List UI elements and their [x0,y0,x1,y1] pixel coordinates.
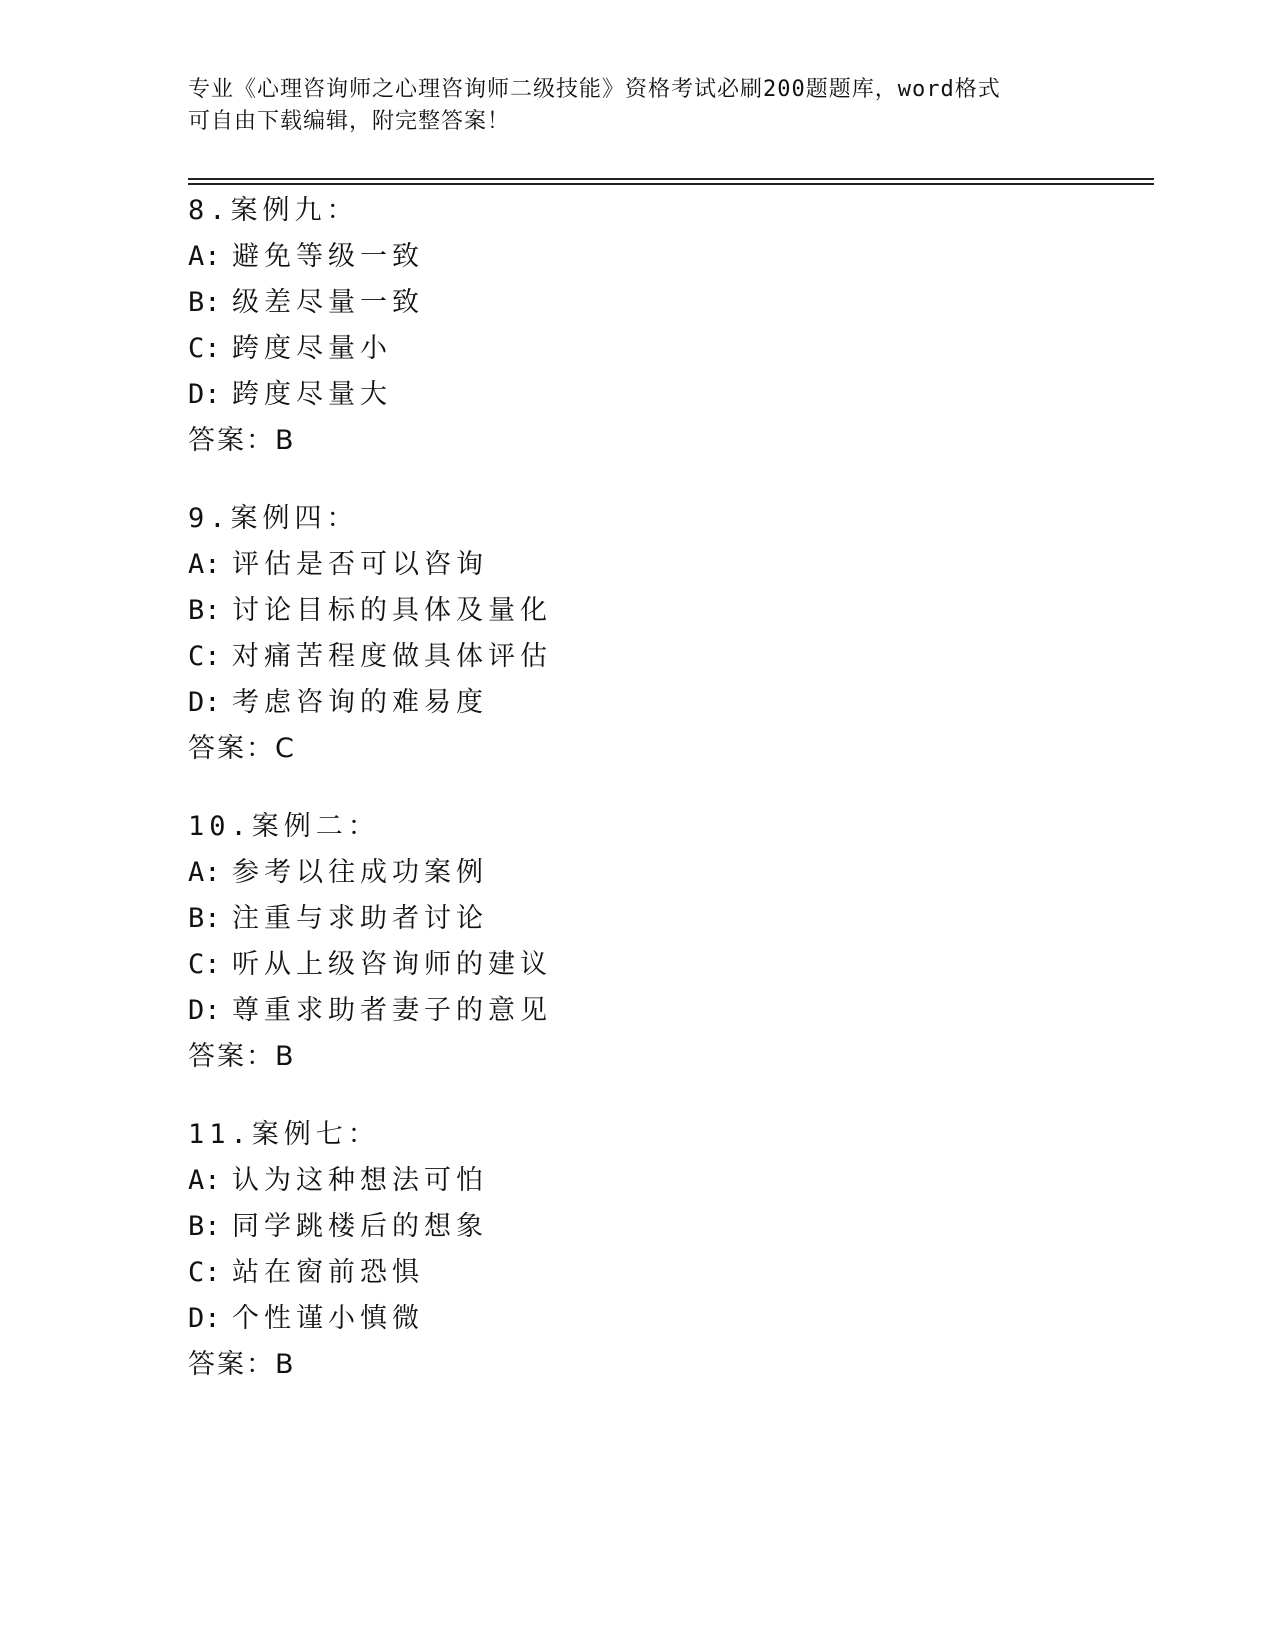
option-a [188,850,1088,896]
option-text: 参考以往成功案例 [232,857,488,888]
option-key: D: [188,995,221,1026]
header-line-1: 专业《心理咨询师之心理咨询师二级技能》资格考试必刷200题题库，word格式 [188,77,1001,102]
option-key: D: [188,687,221,718]
question-title: 10.案例二： [188,811,380,842]
option-key: D: [188,379,221,410]
question-item [188,1112,1088,1388]
header-divider-bottom [188,183,1154,185]
option-text: 站在窗前恐惧 [232,1257,424,1288]
option-text: 讨论目标的具体及量化 [232,595,552,626]
option-key: C: [188,949,221,980]
option-key: B: [188,903,221,934]
option-d [188,372,1088,418]
option-key: C: [188,1257,221,1288]
question-item [188,496,1088,772]
option-a [188,542,1088,588]
option-text: 评估是否可以咨询 [232,549,488,580]
option-key: A: [188,241,221,272]
option-key: C: [188,641,221,672]
option-b [188,280,1088,326]
answer-line: 答案：B [188,1041,296,1072]
option-key: D: [188,1303,221,1334]
document-header [188,74,1088,138]
option-text: 级差尽量一致 [232,287,424,318]
option-text: 考虑咨询的难易度 [232,687,488,718]
option-text: 个性谨小慎微 [232,1303,424,1334]
option-a [188,234,1088,280]
question-title: 9.案例四： [188,503,359,534]
option-c [188,942,1088,988]
question-title: 11.案例七： [188,1119,380,1150]
option-text: 同学跳楼后的想象 [232,1211,488,1242]
question-list [188,188,1088,1420]
option-text: 跨度尽量小 [232,333,392,364]
header-divider-top [188,178,1154,180]
option-key: C: [188,333,221,364]
option-c [188,1250,1088,1296]
option-text: 对痛苦程度做具体评估 [232,641,552,672]
option-d [188,1296,1088,1342]
question-title: 8.案例九： [188,195,359,226]
option-text: 尊重求助者妻子的意见 [232,995,552,1026]
option-key: B: [188,287,221,318]
option-d [188,680,1088,726]
option-text: 认为这种想法可怕 [232,1165,488,1196]
option-text: 听从上级咨询师的建议 [232,949,552,980]
answer-line: 答案：B [188,1349,296,1380]
answer-line: 答案：C [188,733,296,764]
option-d [188,988,1088,1034]
option-b [188,1204,1088,1250]
option-b [188,896,1088,942]
option-key: A: [188,1165,221,1196]
option-text: 注重与求助者讨论 [232,903,488,934]
option-a [188,1158,1088,1204]
option-key: A: [188,857,221,888]
option-key: A: [188,549,221,580]
question-item [188,804,1088,1080]
option-key: B: [188,1211,221,1242]
option-text: 避免等级一致 [232,241,424,272]
answer-line: 答案：B [188,425,296,456]
option-b [188,588,1088,634]
option-text: 跨度尽量大 [232,379,392,410]
question-item [188,188,1088,464]
option-key: B: [188,595,221,626]
option-c [188,326,1088,372]
option-c [188,634,1088,680]
header-line-2: 可自由下载编辑，附完整答案！ [188,109,511,134]
